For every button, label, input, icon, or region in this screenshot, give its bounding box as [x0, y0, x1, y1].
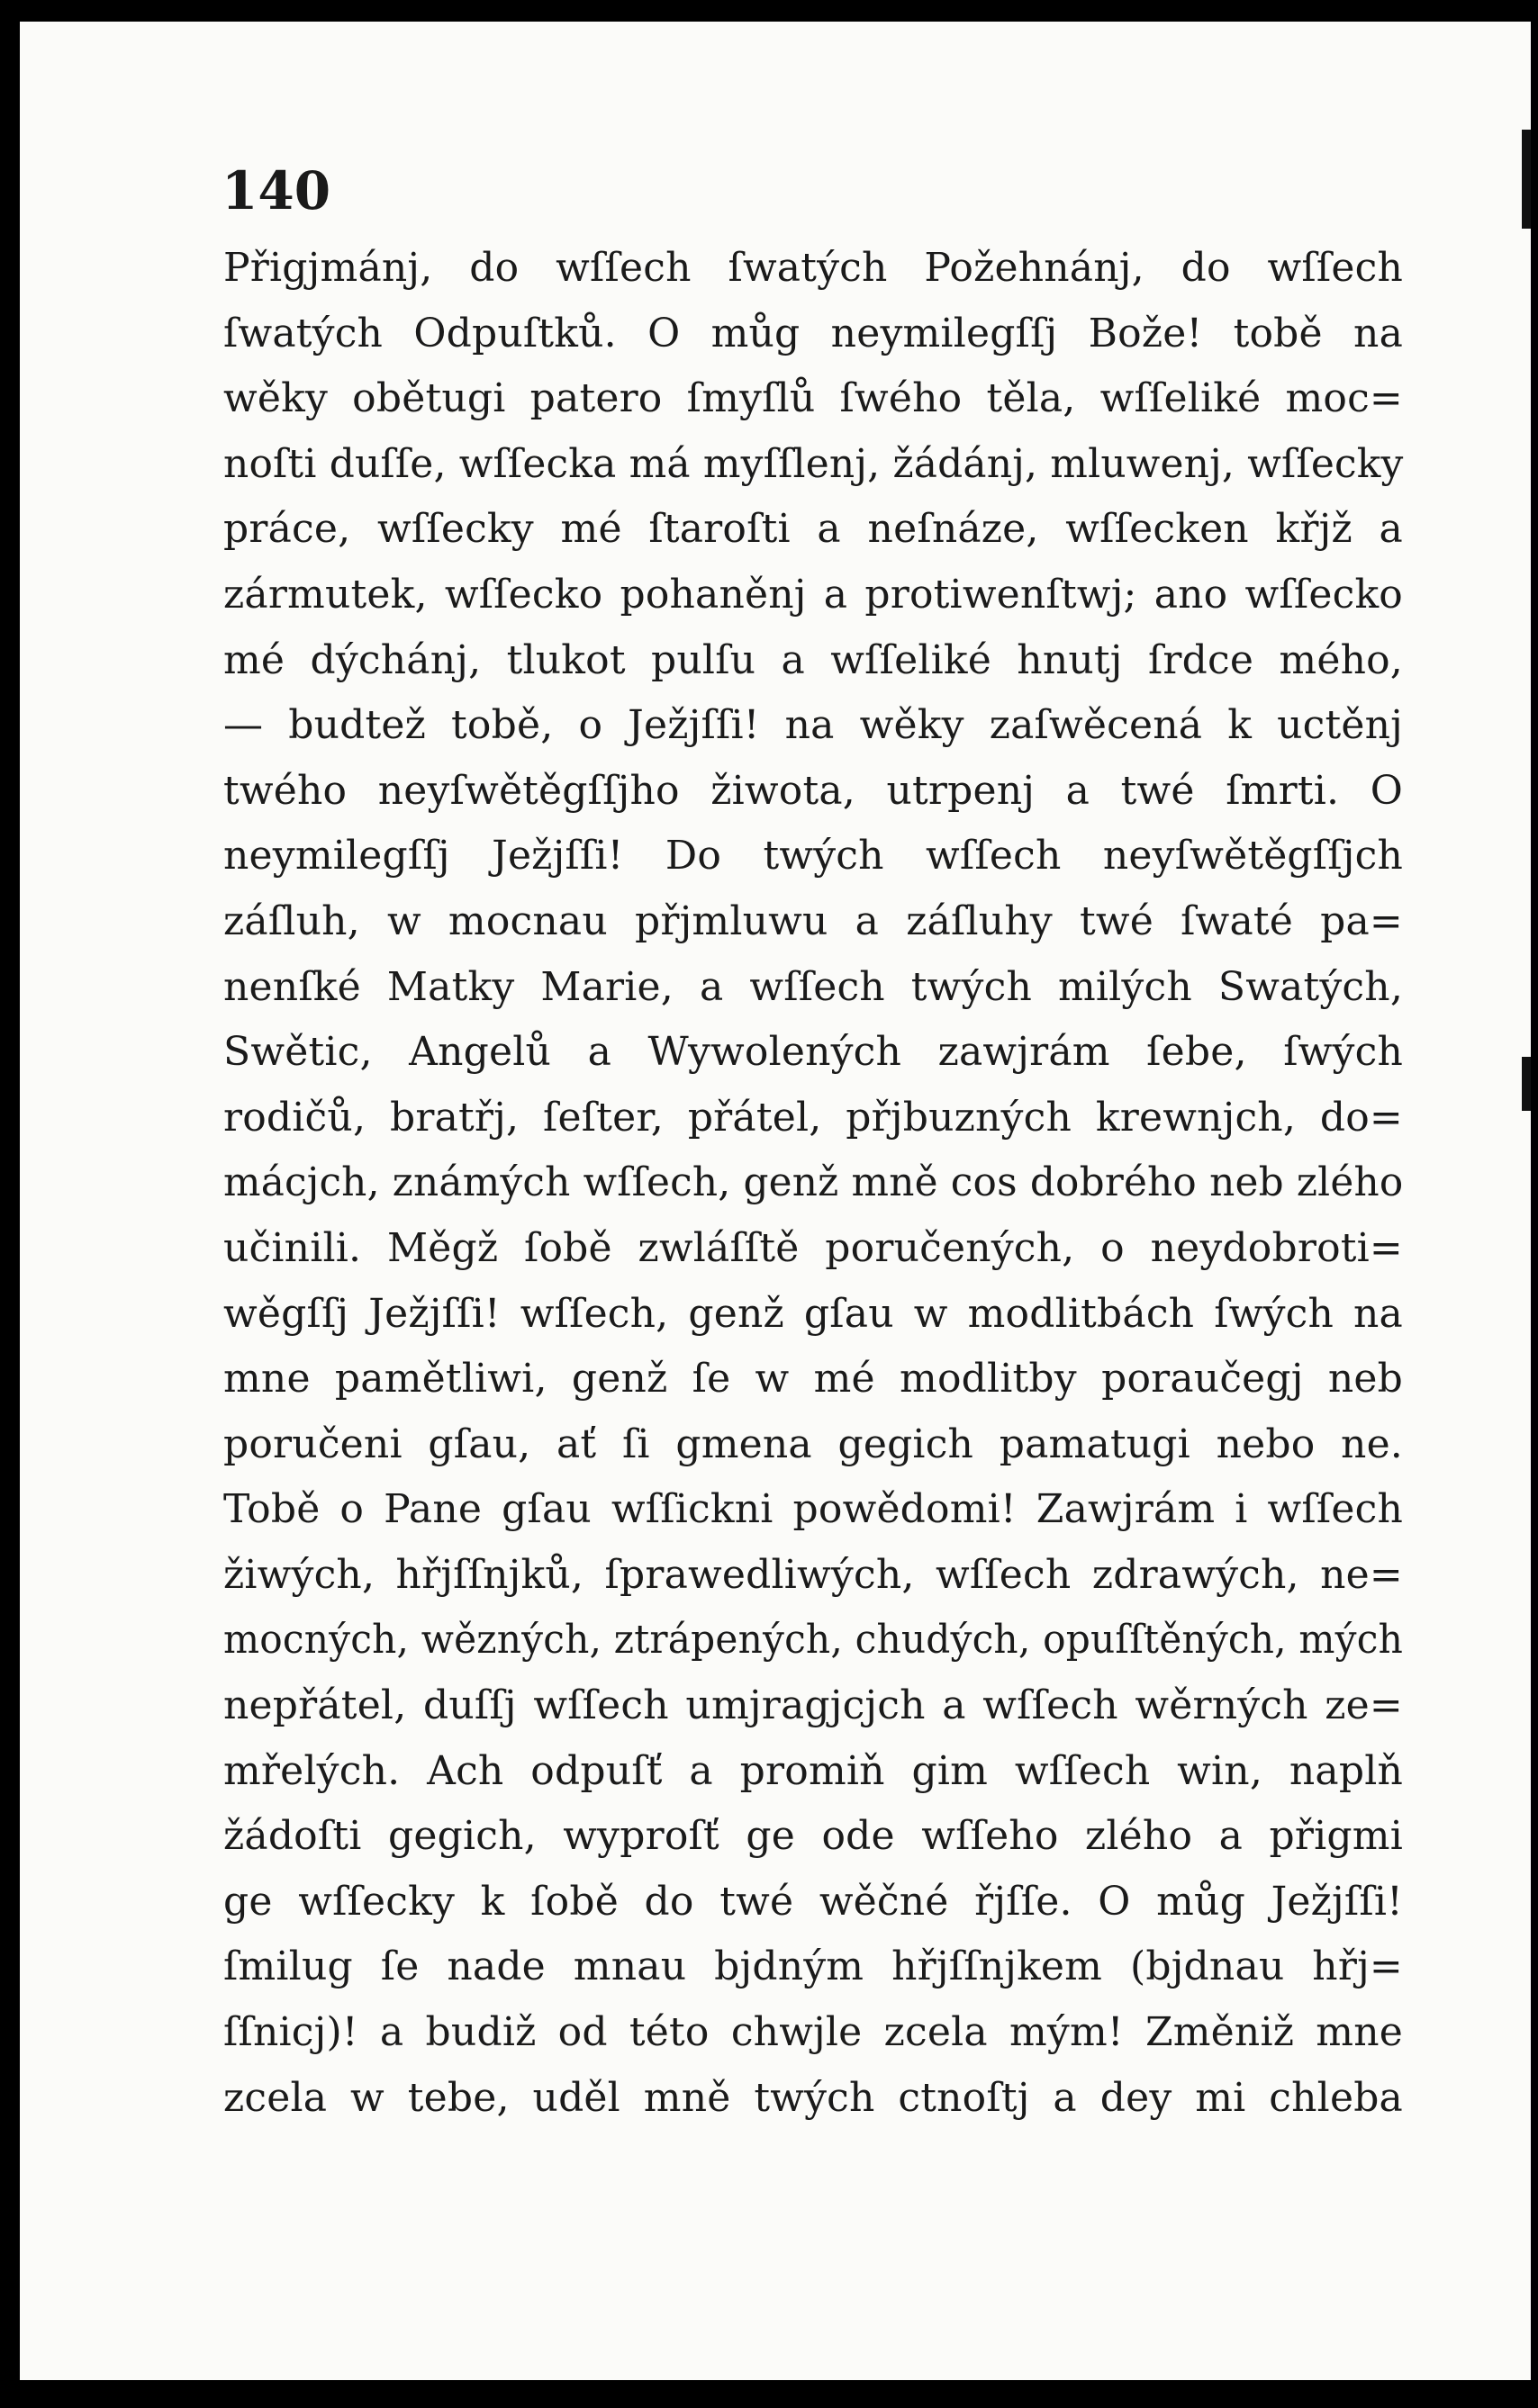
- text-line: noſti duſſe, wſſecka má myſſlenj, žádánj, mluwenj, wſſecky: [223, 440, 1404, 487]
- text-line: Tobě o Pane gſau wſſickni powědomi! Zawjrám i wſſech: [223, 1486, 1403, 1533]
- text-line: nenſké Matky Marie, a wſſech twých milých Swatých,: [223, 963, 1403, 1010]
- text-line: mne pamětliwi, genž ſe w mé modlitby poraučegj neb: [223, 1356, 1403, 1402]
- text-line: Swětic, Angelů a Wywolených zawjrám ſebe, ſwých: [223, 1029, 1403, 1076]
- text-line: twého neyſwětěgſſjho žiwota, utrpenj a twé ſmrti. O: [223, 767, 1403, 814]
- text-line: poručeni gſau, ať ſi gmena gegich pamatugi nebo ne.: [223, 1420, 1403, 1467]
- text-line: nepřátel, duſſj wſſech umjragjcjch a wſſech wěrných ze=: [223, 1682, 1403, 1729]
- gutter-shadow: [1522, 130, 1531, 229]
- body-text: [223, 236, 1403, 2131]
- text-line: mřelých. Ach odpuſť a promiň gim wſſech win, naplň: [223, 1747, 1403, 1794]
- text-line: žádoſti gegich, wyproſť ge ode wſſeho zlého a přigmi: [223, 1813, 1403, 1860]
- text-line: neymilegſſj Ježjſſi! Do twých wſſech neyſwětěgſſjch: [223, 833, 1403, 879]
- text-line: mácjch, známých wſſech, genž mně cos dobrého neb zlého: [223, 1159, 1404, 1206]
- text-line: ſwatých Odpuſtků. O můg neymilegſſj Bože! tobě na: [223, 310, 1403, 356]
- text-line: Přigjmánj, do wſſech ſwatých Požehnánj, do wſſech: [223, 245, 1403, 291]
- text-line: ge wſſecky k ſobě do twé wěčné řjſſe. O můg Ježjſſi!: [223, 1878, 1403, 1925]
- text-line: ſmilug ſe nade mnau bjdným hřjſſnjkem (bjdnau hřj=: [223, 1944, 1403, 1990]
- text-line: zcela w tebe, uděl mně twých ctnoſtj a dey mi chleba: [223, 2074, 1403, 2121]
- text-line: — budtež tobě, o Ježjſſi! na wěky zaſwěcená k uctěnj: [223, 702, 1403, 749]
- text-line: práce, wſſecky mé ſtaroſti a neſnáze, wſſecken křjž a: [223, 506, 1403, 553]
- page-number: 140: [222, 160, 331, 221]
- text-line: zármutek, wſſecko pohaněnj a protiwenſtwj; ano wſſecko: [223, 571, 1403, 618]
- text-line: wěgſſj Ježjſſi! wſſech, genž gſau w modlitbách ſwých na: [223, 1290, 1403, 1337]
- text-line: žiwých, hřjſſnjků, ſprawedliwých, wſſech zdrawých, ne=: [223, 1551, 1403, 1598]
- text-line: rodičů, bratřj, ſeſter, přátel, přjbuzných krewnjch, do=: [223, 1094, 1403, 1141]
- text-line: ſſnicj)! a budiž od této chwjle zcela mým! Změniž mne: [223, 2009, 1403, 2056]
- gutter-shadow: [1522, 1057, 1531, 1111]
- text-line: mé dýchánj, tlukot pulſu a wſſeliké hnutj ſrdce mého,: [223, 636, 1403, 683]
- text-line: záſluh, w mocnau přjmluwu a záſluhy twé ſwaté pa=: [223, 897, 1403, 944]
- text-line: wěky obětugi patero ſmyſlů ſwého těla, wſſeliké moc=: [223, 375, 1403, 422]
- text-line: učinili. Měgž ſobě zwláſſtě poručených, o neydobroti=: [223, 1224, 1403, 1271]
- text-line: mocných, wězných, ztrápených, chudých, opuſſtěných, mých: [223, 1617, 1404, 1664]
